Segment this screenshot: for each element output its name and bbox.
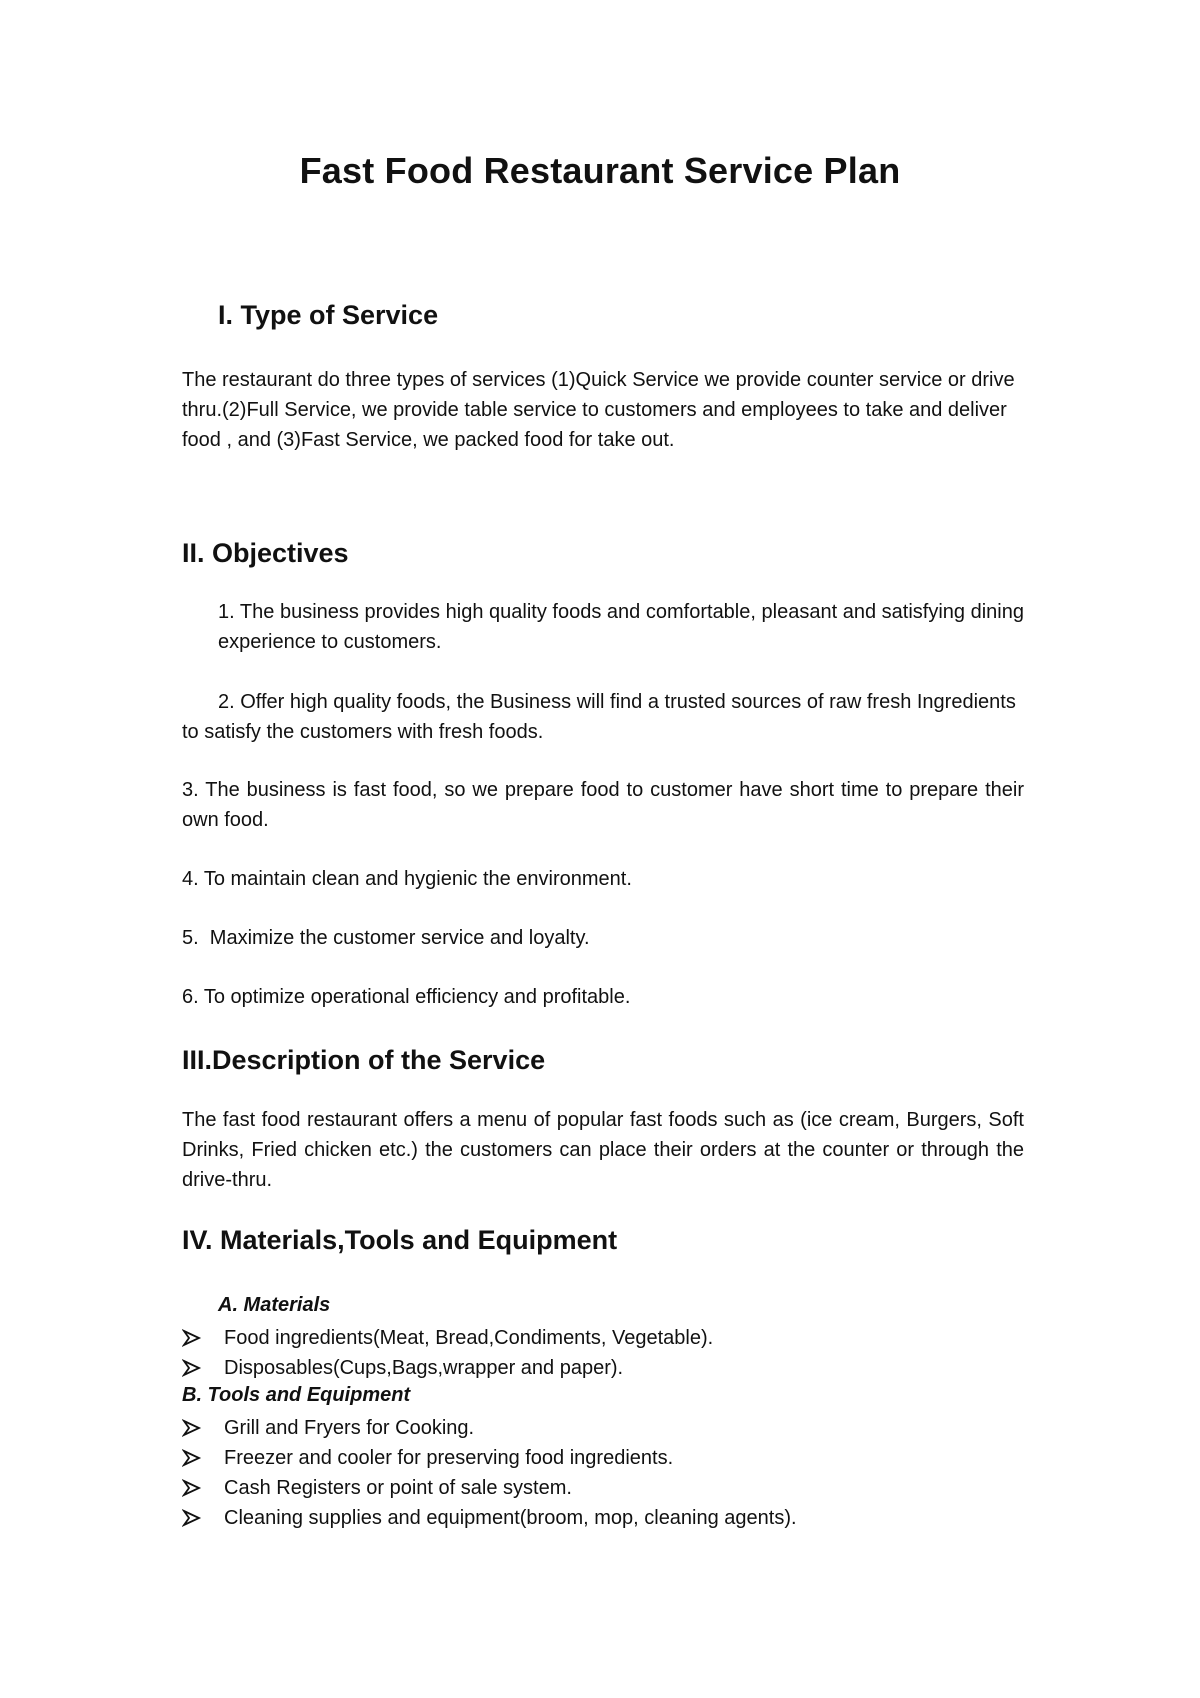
materials-list (182, 1323, 1024, 1383)
objective-item-4: 4. To maintain clean and hygienic the environment. (182, 868, 632, 890)
objective-item-3: 3. The business is fast food, so we prepare food to customer have short time to prepare their own food. (182, 779, 1024, 831)
list-item-text: Freezer and cooler for preserving food ingredients. (224, 1447, 674, 1469)
list-item (182, 1443, 1024, 1473)
list-item-text: Cash Registers or point of sale system. (224, 1477, 572, 1499)
type-of-service-paragraph: The restaurant do three types of services (1)Quick Service we provide counter service or drive thru.(2)Full Service, we provide table service to customers and employees to take and deliver food , and (3)Fast Service, we packed food for take out. (182, 369, 1015, 451)
materials-subheading: A. Materials (218, 1294, 331, 1316)
list-item-text: Food ingredients(Meat, Bread,Condiments, Vegetable). (224, 1327, 714, 1349)
description-paragraph: The fast food restaurant offers a menu of popular fast foods such as (ice cream, Burgers, Soft Drinks, Fried chicken etc.) the customers can place their orders at the counter or through the drive-thru. (182, 1109, 1024, 1191)
arrow-bullet-icon (182, 1443, 202, 1473)
arrow-bullet-icon (182, 1413, 202, 1443)
document-title: Fast Food Restaurant Service Plan (299, 150, 901, 191)
section-heading-materials-tools: IV. Materials,Tools and Equipment (182, 1225, 618, 1255)
section-heading-objectives: II. Objectives (182, 538, 349, 568)
tools-list (182, 1413, 1024, 1533)
tools-subheading: B. Tools and Equipment (182, 1384, 411, 1406)
list-item (182, 1323, 1024, 1353)
list-item-text: Disposables(Cups,Bags,wrapper and paper). (224, 1357, 624, 1379)
list-item (182, 1413, 1024, 1443)
list-item (182, 1353, 1024, 1383)
list-item-text: Grill and Fryers for Cooking. (224, 1417, 475, 1439)
objective-item-1 (218, 597, 1024, 657)
arrow-bullet-icon (182, 1503, 202, 1533)
objective-item-6: 6. To optimize operational efficiency and profitable. (182, 986, 631, 1008)
arrow-bullet-icon (182, 1323, 202, 1353)
objective-item-2: 2. Offer high quality foods, the Business will find a trusted sources of raw fresh Ingredients to satisfy the customers with fresh foods. (182, 691, 1016, 743)
section-heading-type-of-service: I. Type of Service (218, 300, 439, 330)
arrow-bullet-icon (182, 1473, 202, 1503)
arrow-bullet-icon (182, 1353, 202, 1383)
objective-item-1-text: 1. The business provides high quality foods and comfortable, pleasant and satisfying dining experience to customers. (218, 601, 1024, 653)
list-item-text: Cleaning supplies and equipment(broom, mop, cleaning agents). (224, 1507, 797, 1529)
section-heading-description: III.Description of the Service (182, 1045, 546, 1075)
list-item (182, 1473, 1024, 1503)
list-item (182, 1503, 1024, 1533)
objective-item-5: 5. Maximize the customer service and loyalty. (182, 927, 590, 949)
